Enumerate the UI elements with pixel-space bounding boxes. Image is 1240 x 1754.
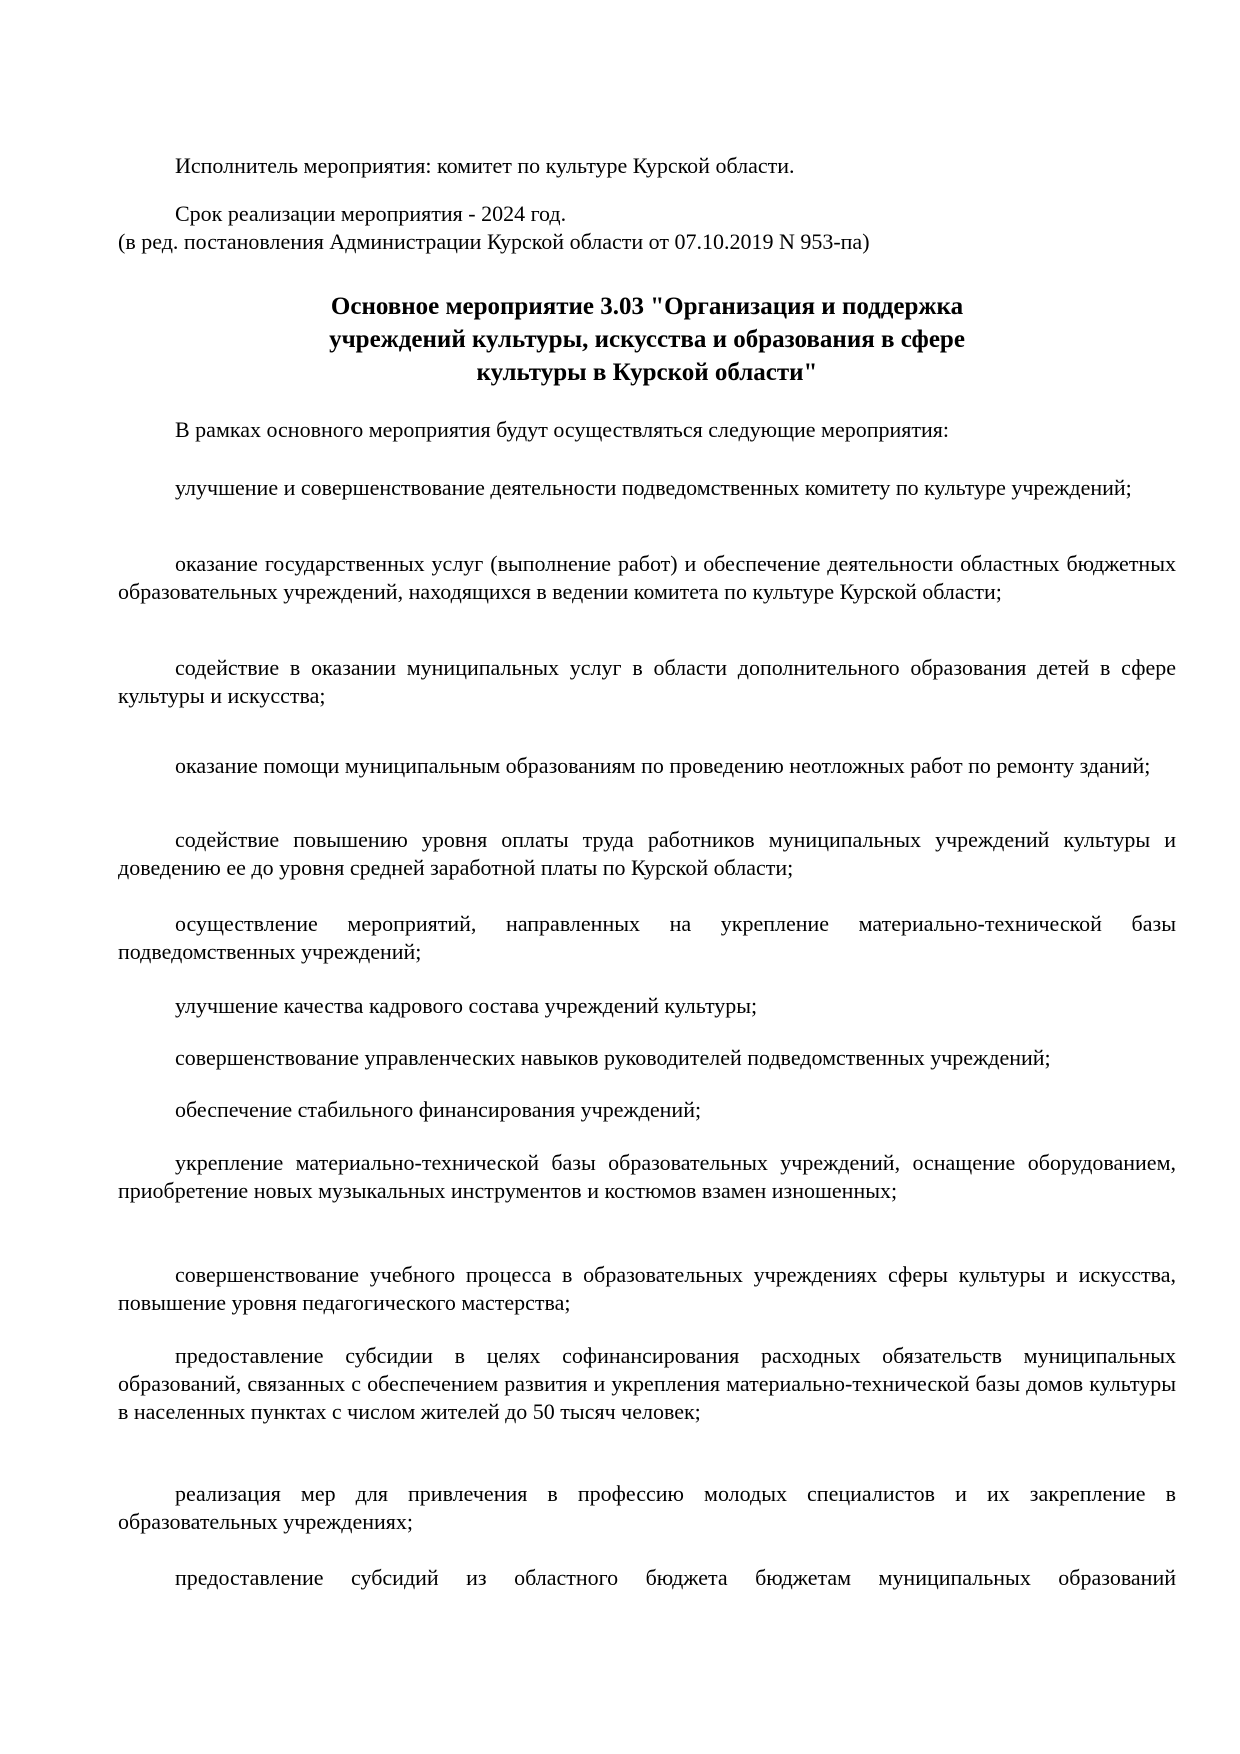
heading-line-1: Основное мероприятие 3.03 "Организация и поддержка (330, 293, 964, 320)
list-item: укрепление материально-технической базы образовательных учреждений, оснащение оборудованием, приобретение новых музыкальных инструментов и костюмов взамен изношенных; (118, 1150, 1176, 1203)
list-item: содействие повышению уровня оплаты труда работников муниципальных учреждений культуры и доведению ее до уровня средней заработной платы по Курской области; (118, 827, 1176, 880)
list-item: совершенствование учебного процесса в образовательных учреждениях сферы культуры и искусства, повышение уровня педагогического мастерства; (118, 1262, 1176, 1315)
list-item: реализация мер для привлечения в профессию молодых специалистов и их закрепление в образовательных учреждениях; (118, 1481, 1176, 1534)
list-item: оказание помощи муниципальным образованиям по проведению неотложных работ по ремонту зданий; (175, 753, 1151, 778)
section-heading (118, 290, 1176, 389)
heading-line-3: культуры в Курской области" (476, 359, 818, 386)
list-item: совершенствование управленческих навыков руководителей подведомственных учреждений; (175, 1045, 1051, 1070)
term-paragraph: Срок реализации мероприятия - 2024 год. (175, 201, 567, 226)
intro-paragraph: В рамках основного мероприятия будут осуществляться следующие мероприятия: (175, 417, 950, 442)
amendment-note: (в ред. постановления Администрации Курской области от 07.10.2019 N 953-па) (118, 229, 870, 254)
list-item: содействие в оказании муниципальных услуг в области дополнительного образования детей в сфере культуры и искусства; (118, 655, 1176, 708)
list-item: предоставление субсидии в целях софинансирования расходных обязательств муниципальных образований, связанных с обеспечением развития и укрепления материально-технической базы домов культуры в населенных пунктах с числом жителей до 50 тысяч человек; (118, 1343, 1176, 1424)
list-item: оказание государственных услуг (выполнение работ) и обеспечение деятельности областных бюджетных образовательных учреждений, находящихся в ведении комитета по культуре Курской области; (118, 551, 1176, 604)
heading-line-2: учреждений культуры, искусства и образования в сфере (329, 326, 965, 353)
list-item: предоставление субсидий из областного бюджета бюджетам муниципальных образований (175, 1565, 1176, 1590)
executor-paragraph: Исполнитель мероприятия: комитет по культуре Курской области. (175, 153, 795, 178)
list-item: обеспечение стабильного финансирования учреждений; (175, 1097, 702, 1122)
list-item: улучшение и совершенствование деятельности подведомственных комитету по культуре учреждений; (175, 475, 1132, 500)
list-item: улучшение качества кадрового состава учреждений культуры; (175, 993, 758, 1018)
list-item: осуществление мероприятий, направленных на укрепление материально-технической базы подведомственных учреждений; (118, 911, 1176, 964)
